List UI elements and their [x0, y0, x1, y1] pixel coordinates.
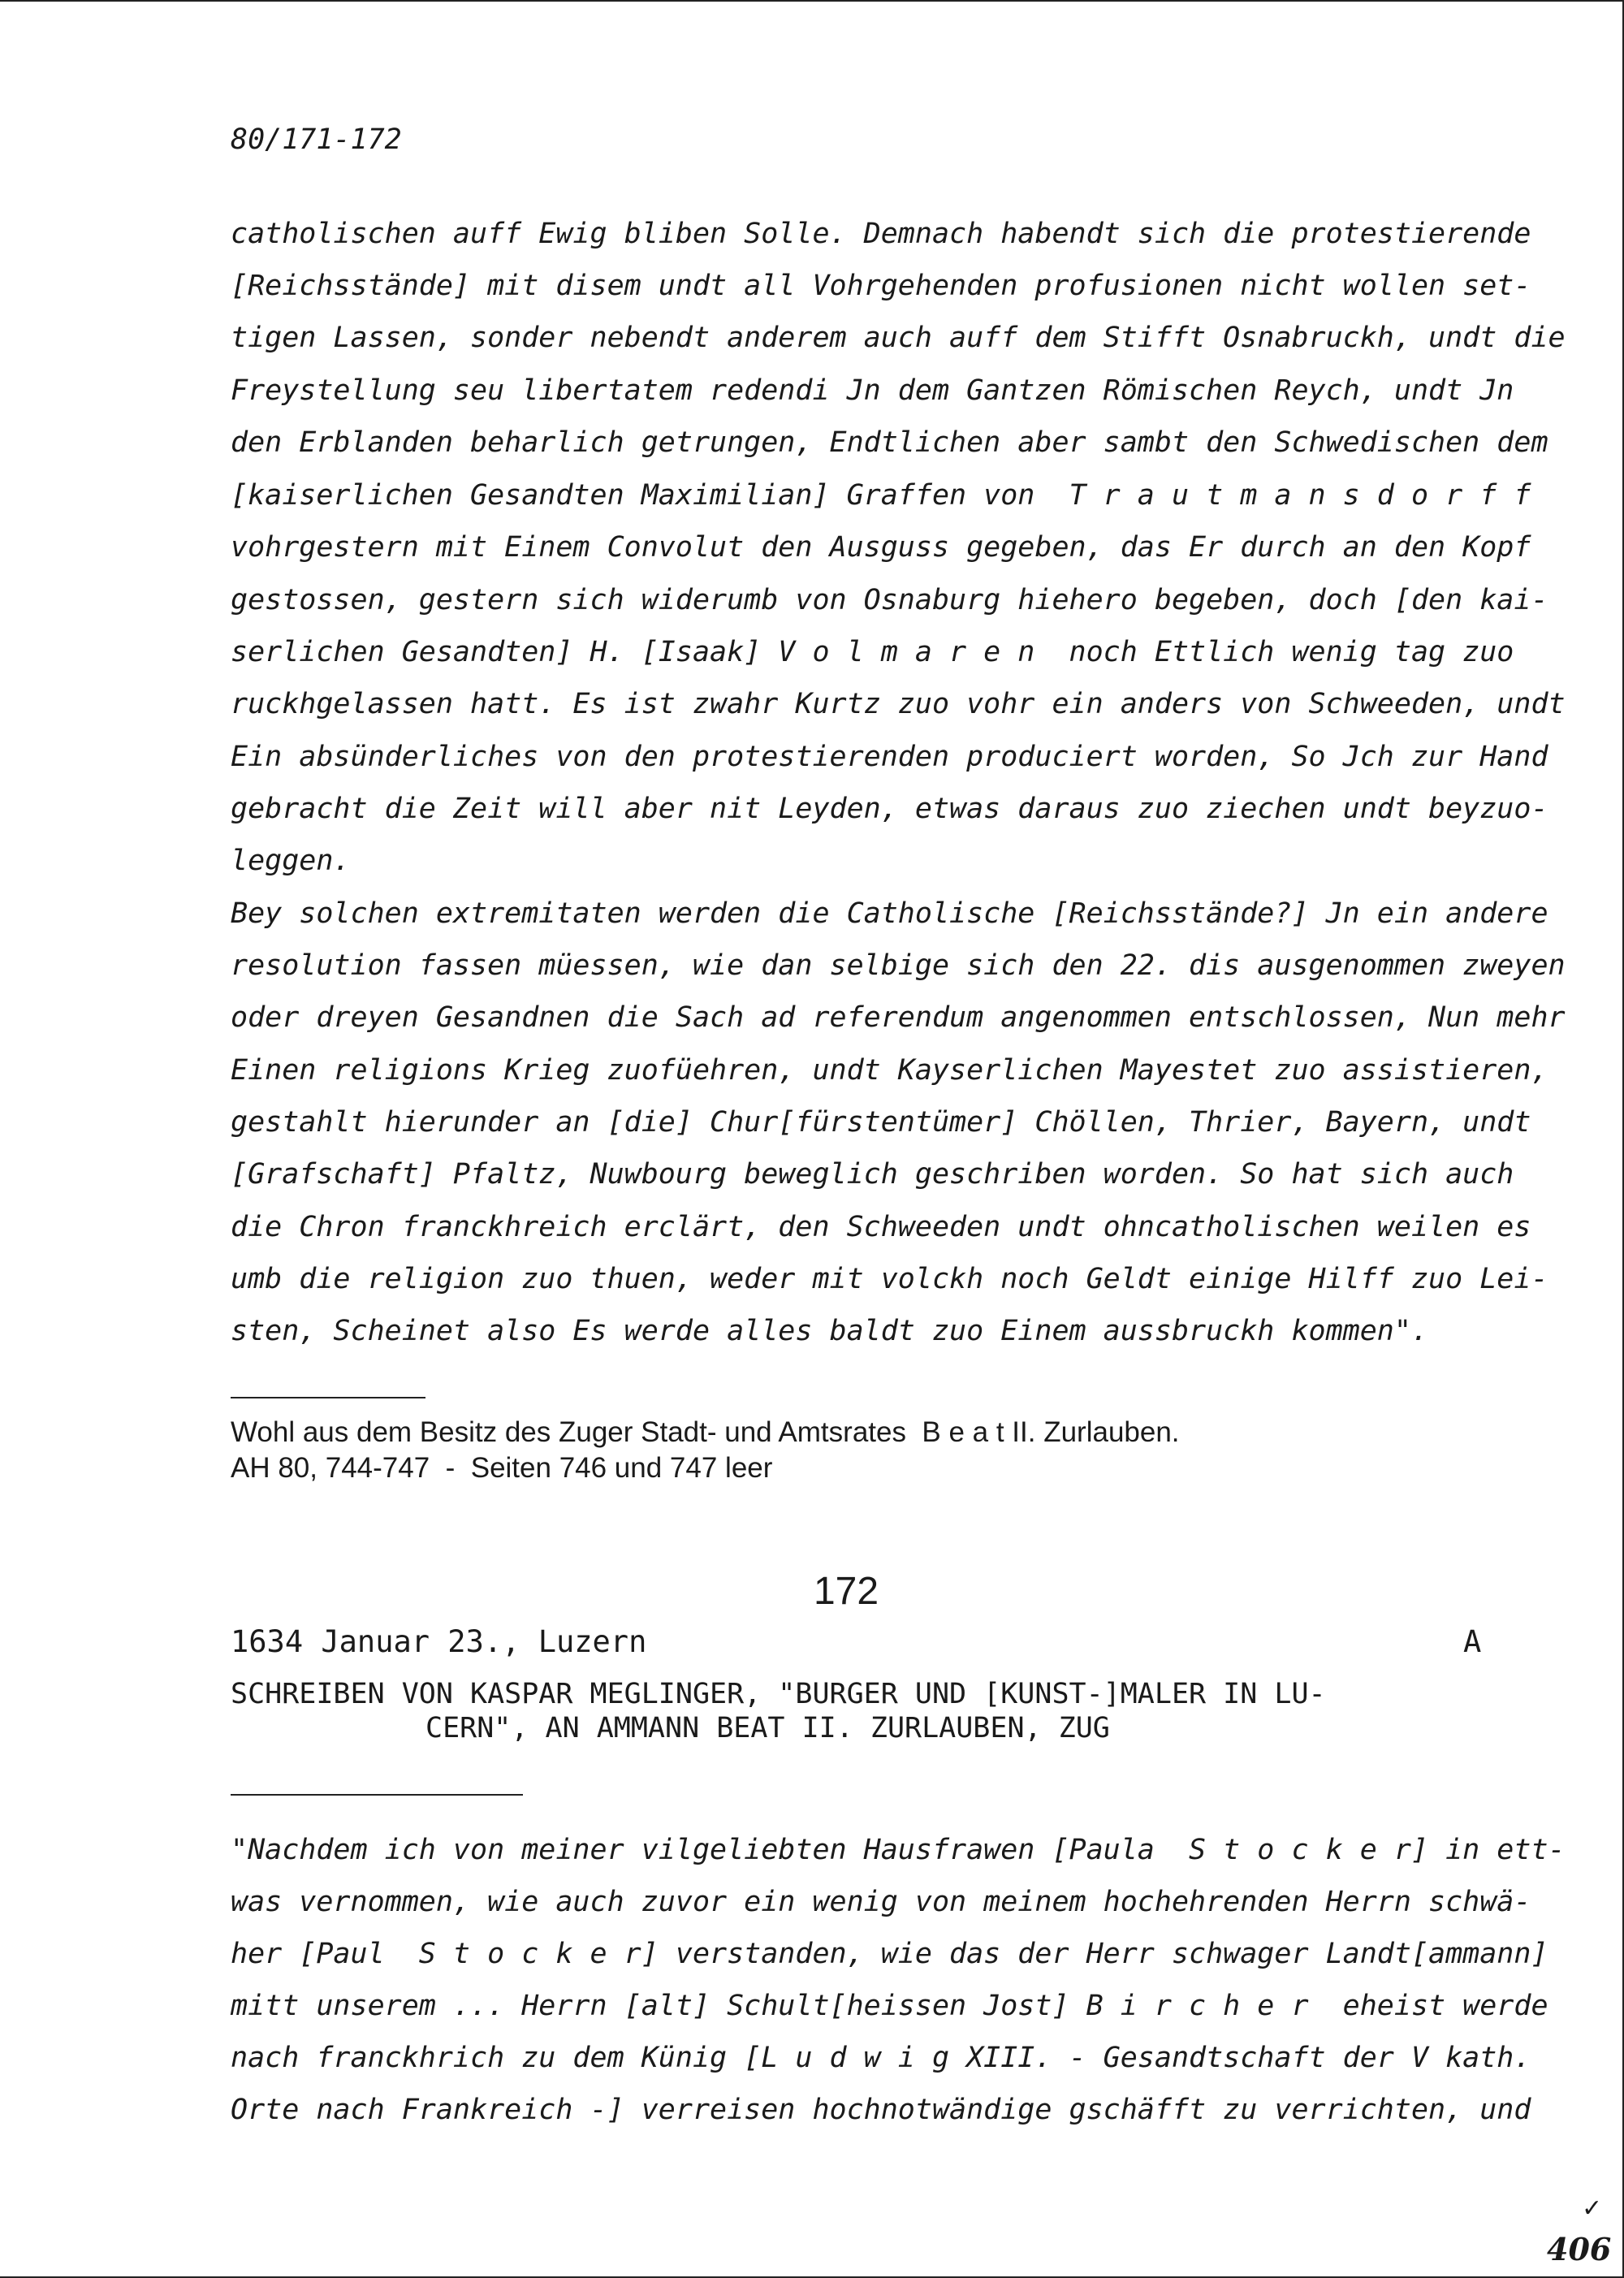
body-line: catholischen auff Ewig bliben Solle. Demnach habendt sich die protestierende: [231, 218, 1531, 250]
body-line: Einen religions Krieg zuofüehren, undt Kayserlichen Mayestet zuo assistieren,: [231, 1054, 1548, 1087]
letter-line: was vernommen, wie auch zuvor ein wenig von meinem hochehrenden Herrn schwä-: [231, 1886, 1531, 1918]
page-reference: 80/171-172: [231, 123, 402, 156]
body-line: serlichen Gesandten] H. [Isaak] V o l m a r e n noch Ettlich wenig tag zuo: [231, 636, 1514, 668]
body-line: ruckhgelassen hatt. Es ist zwahr Kurtz zuo vohr ein anders von Schweeden, undt: [231, 688, 1566, 720]
folio-number: 406: [1547, 2231, 1612, 2267]
body-line: [Reichsstände] mit disem undt all Vohrgehenden profusionen nicht wollen set-: [231, 270, 1531, 302]
check-mark-icon: ✓: [1582, 2194, 1603, 2223]
body-line: gestossen, gestern sich widerumb von Osnaburg hiehero begeben, doch [den kai-: [231, 584, 1548, 616]
body-line: vohrgestern mit Einem Convolut den Ausguss gegeben, das Er durch an den Kopf: [231, 531, 1531, 564]
body-line: sten, Scheinet also Es werde alles baldt zuo Einem aussbruckh kommen".: [231, 1315, 1429, 1347]
body-line: tigen Lassen, sonder nebendt anderem auch auff dem Stifft Osnabruckh, undt die: [231, 322, 1566, 354]
body-line: Bey solchen extremitaten werden die Catholische [Reichsstände?] Jn ein andere: [231, 897, 1548, 930]
date-place: 1634 Januar 23., Luzern: [231, 1624, 647, 1659]
body-line: gestahlt hierunder an [die] Chur[fürstentümer] Chöllen, Thrier, Bayern, undt: [231, 1106, 1531, 1139]
body-line: Ein absünderliches von den protestierenden produciert worden, So Jch zur Hand: [231, 741, 1548, 773]
body-line: [kaiserlichen Gesandten Maximilian] Graffen von T r a u t m a n s d o r f f: [231, 479, 1531, 512]
footnote-line: AH 80, 744-747 - Seiten 746 und 747 leer: [231, 1452, 773, 1484]
body-line: [Grafschaft] Pfaltz, Nuwbourg beweglich geschriben worden. So hat sich auch: [231, 1158, 1514, 1191]
letter-line: "Nachdem ich von meiner vilgeliebten Hausfrawen [Paula S t o c k e r] in ett-: [231, 1834, 1566, 1866]
document-number: 172: [813, 1570, 879, 1613]
body-line: gebracht die Zeit will aber nit Leyden, etwas daraus zuo ziechen undt beyzuo-: [231, 793, 1548, 825]
letter-line: Orte nach Frankreich -] verreisen hochnotwändige gschäfft zu verrichten, und: [231, 2094, 1531, 2126]
body-line: oder dreyen Gesandnen die Sach ad referendum angenommen entschlossen, Nun mehr: [231, 1001, 1566, 1034]
footnote-divider: [231, 1397, 425, 1398]
document-title-continued: CERN", AN AMMANN BEAT II. ZURLAUBEN, ZUG: [425, 1712, 1110, 1744]
body-line: resolution fassen müessen, wie dan selbige sich den 22. dis ausgenommen zweyen: [231, 949, 1566, 982]
letter-line: nach franckhrich zu dem Künig [L u d w i g XIII. - Gesandtschaft der V kath.: [231, 2042, 1531, 2074]
body-line: Freystellung seu libertatem redendi Jn dem Gantzen Römischen Reych, undt Jn: [231, 374, 1514, 407]
letter-line: mitt unserem ... Herrn [alt] Schult[heissen Jost] B i r c h e r eheist werde: [231, 1990, 1548, 2022]
archive-mark: A: [1463, 1624, 1482, 1659]
body-line: den Erblanden beharlich getrungen, Endtlichen aber sambt den Schwedischen dem: [231, 426, 1548, 459]
title-divider: [231, 1794, 523, 1796]
footnote-line: Wohl aus dem Besitz des Zuger Stadt- und Amtsrates B e a t II. Zurlauben.: [231, 1416, 1180, 1448]
document-title: SCHREIBEN VON KASPAR MEGLINGER, "BURGER UND [KUNST-]MALER IN LU-: [231, 1678, 1326, 1710]
body-line: umb die religion zuo thuen, weder mit volckh noch Geldt einige Hilff zuo Lei-: [231, 1263, 1548, 1295]
body-line: die Chron franckhreich erclärt, den Schweeden undt ohncatholischen weilen es: [231, 1211, 1531, 1243]
body-line: leggen.: [231, 845, 351, 877]
letter-line: her [Paul S t o c k e r] verstanden, wie das der Herr schwager Landt[ammann]: [231, 1938, 1548, 1970]
